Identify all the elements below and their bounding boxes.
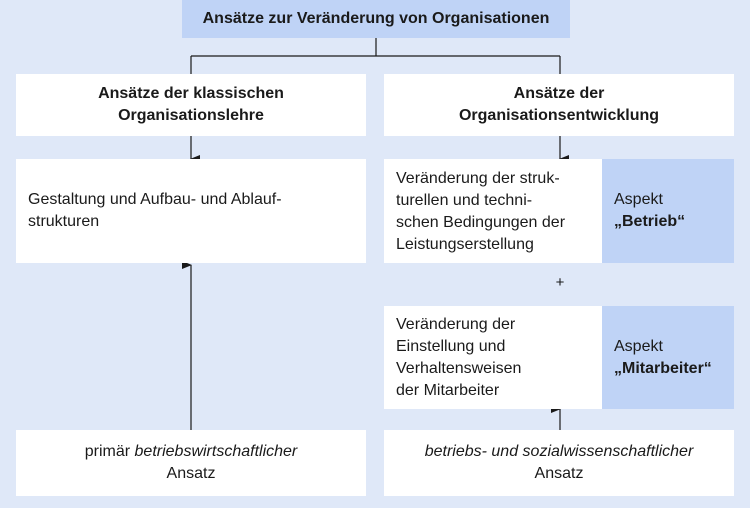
left-footer-italic: betriebswirtschaftlicher [134,443,298,460]
aspect-mitarbeiter-label: Aspekt [614,337,663,355]
right-footer-line1 [425,441,694,463]
right-footer-box [384,430,734,496]
right-content-box-1 [384,159,602,263]
right-heading-line1: Ansätze der [513,85,605,102]
right-heading-line2: Organisationsentwicklung [458,107,660,124]
right-footer-italic: betriebs- und sozialwissenschaftlicher [424,443,694,460]
left-content-text: Gestaltung und Aufbau- und Ablauf- strukturen [28,191,282,230]
left-heading-line2: Organisationslehre [118,107,264,124]
aspect-betrieb-box [602,159,734,263]
right-heading-box [384,74,734,136]
right-content-text-1: Veränderung der struk- turellen und techni- schen Bedingungen der Leistungserstellung [396,170,566,253]
left-content-box [16,159,366,263]
left-heading-box [16,74,366,136]
left-footer-line1 [85,441,298,463]
right-content-box-2 [384,306,602,409]
right-content-text-2: Veränderung der Einstellung und Verhaltensweisen der Mitarbeiter [396,316,522,399]
plus-sign: + [555,274,565,291]
aspect-betrieb-label: Aspekt [614,191,663,208]
left-heading-line1: Ansätze der klassischen [98,85,284,102]
left-footer-line2: Ansatz [166,465,216,482]
left-footer-box [16,430,366,496]
aspect-betrieb-value: „Betrieb“ [614,213,686,230]
aspect-mitarbeiter-box [602,306,734,409]
aspect-mitarbeiter-value: „Mitarbeiter“ [614,359,712,377]
left-footer-prefix: primär [84,443,135,460]
right-footer-line2: Ansatz [534,465,584,482]
diagram-title-text: Ansätze zur Veränderung von Organisationen [202,10,550,27]
diagram-title [182,0,570,38]
